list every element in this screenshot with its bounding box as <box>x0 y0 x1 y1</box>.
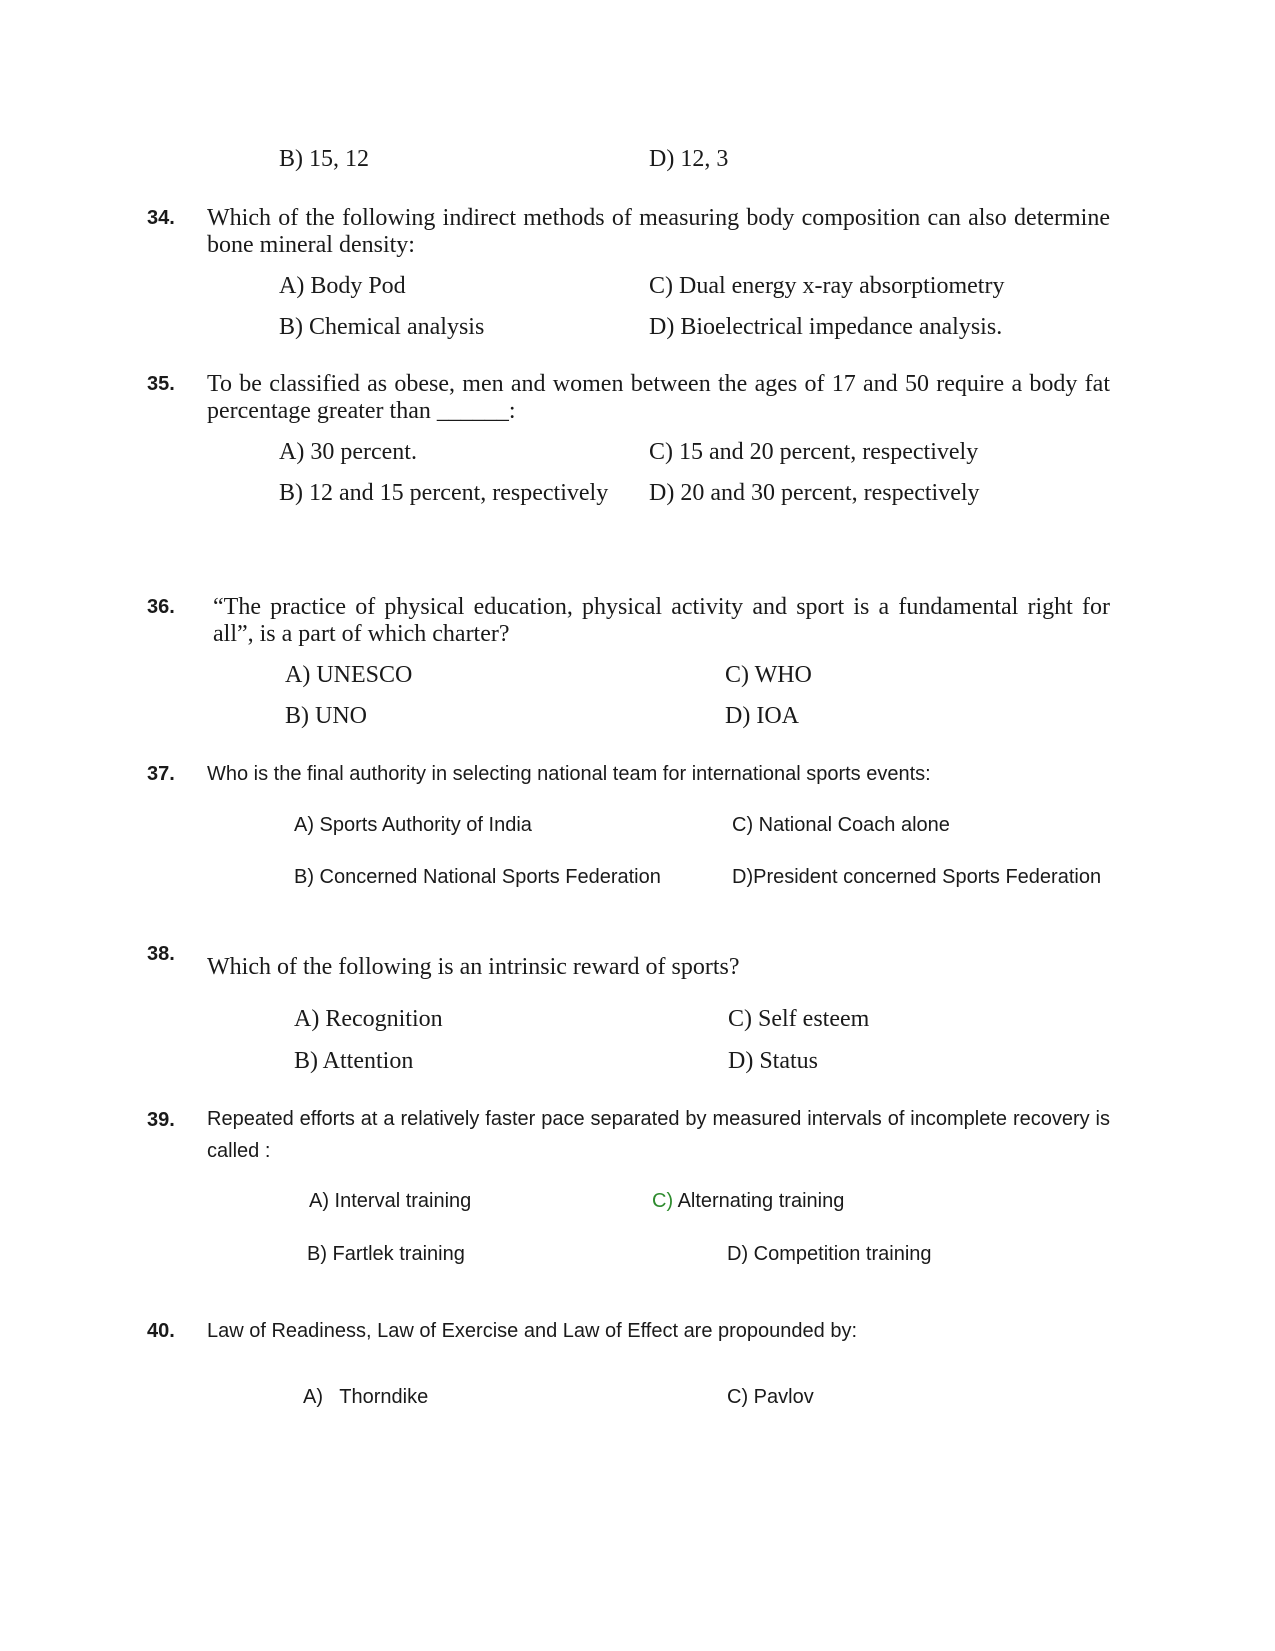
q36-option-d: D) IOA <box>725 703 799 729</box>
q36-option-c: C) WHO <box>725 662 812 688</box>
q36-text: “The practice of physical education, physical activity and sport is a fundamental right for all”, is a part of which charter? <box>213 594 1110 647</box>
q40-option-a: A) Thorndike <box>303 1386 429 1408</box>
q35-text: To be classified as obese, men and women between the ages of 17 and 50 require a body fat percentage greater than ______: <box>207 371 1110 424</box>
q37-option-c: C) National Coach alone <box>732 814 950 836</box>
q35-option-a: A) 30 percent. <box>279 439 417 465</box>
q35-option-c: C) 15 and 20 percent, respectively <box>649 439 979 465</box>
q34-option-b: B) Chemical analysis <box>279 314 485 340</box>
q34-option-c: C) Dual energy x-ray absorptiometry <box>649 273 1005 299</box>
q39-option-a: A) Interval training <box>309 1190 472 1212</box>
q34-number: 34. <box>147 207 175 229</box>
q38-text: Which of the following is an intrinsic reward of sports? <box>207 954 740 980</box>
q36-number: 36. <box>147 596 175 618</box>
q37-option-a: A) Sports Authority of India <box>294 814 532 836</box>
q37-number: 37. <box>147 763 175 785</box>
q39-text: Repeated efforts at a relatively faster pace separated by measured intervals of incomplete recovery is called : <box>207 1108 1110 1162</box>
q35-option-d: D) 20 and 30 percent, respectively <box>649 480 980 506</box>
q40-option-c: C) Pavlov <box>727 1386 814 1408</box>
q34-text: Which of the following indirect methods of measuring body composition can also determine bone mineral density: <box>207 205 1110 258</box>
q39-option-c <box>652 1190 844 1213</box>
q34-option-a: A) Body Pod <box>279 273 406 299</box>
q36-option-b: B) UNO <box>285 703 367 729</box>
q38-option-a: A) Recognition <box>294 1006 443 1032</box>
q39-option-c-text: Alternating training <box>673 1190 845 1212</box>
q40-number: 40. <box>147 1320 175 1342</box>
q39-option-d: D) Competition training <box>727 1243 932 1265</box>
q39-number: 39. <box>147 1109 175 1131</box>
q39-option-c-letter: C) <box>652 1190 674 1212</box>
q38-option-b: B) Attention <box>294 1048 414 1074</box>
q38-number: 38. <box>147 943 175 965</box>
q36-option-a: A) UNESCO <box>285 662 413 688</box>
q37-option-d: D)President concerned Sports Federation <box>732 866 1102 888</box>
q38-option-c: C) Self esteem <box>728 1006 870 1032</box>
q33-option-b: B) 15, 12 <box>279 146 369 172</box>
q39-option-b: B) Fartlek training <box>307 1243 465 1265</box>
q33-option-d: D) 12, 3 <box>649 146 729 172</box>
q37-text: Who is the final authority in selecting national team for international sports events: <box>207 763 931 785</box>
q34-option-d: D) Bioelectrical impedance analysis. <box>649 314 1003 340</box>
q37-option-b: B) Concerned National Sports Federation <box>294 866 661 888</box>
q40-text: Law of Readiness, Law of Exercise and Law of Effect are propounded by: <box>207 1320 858 1342</box>
q35-number: 35. <box>147 373 175 395</box>
q38-option-d: D) Status <box>728 1048 818 1074</box>
q35-option-b: B) 12 and 15 percent, respectively <box>279 480 609 506</box>
